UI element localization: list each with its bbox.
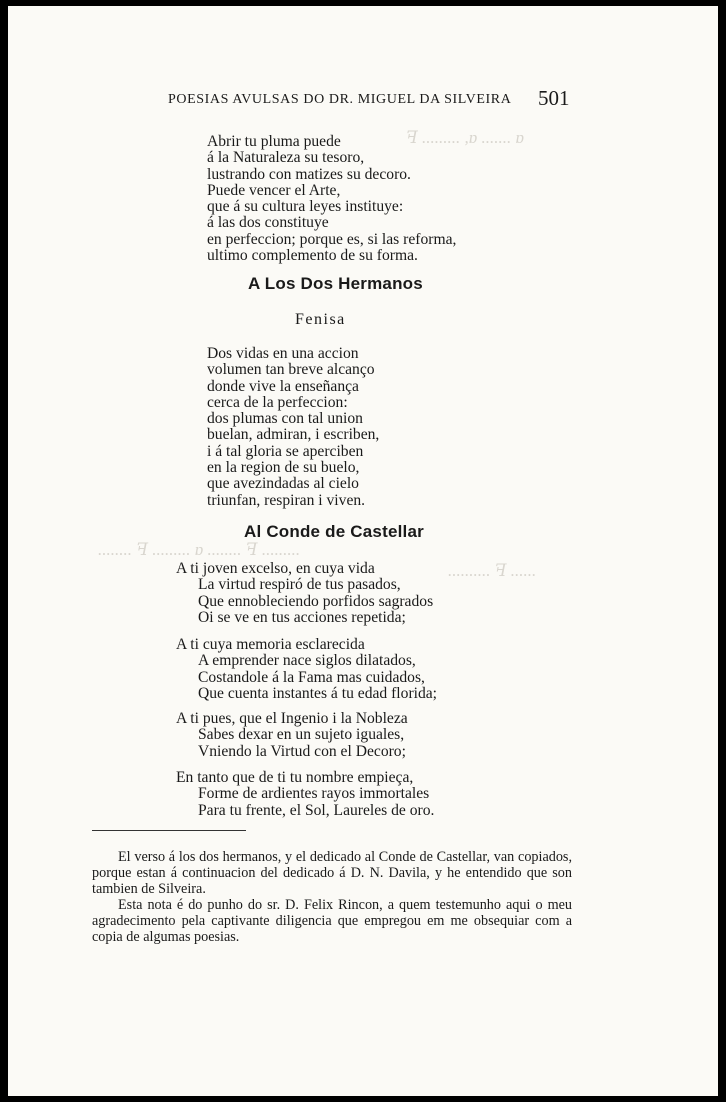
verse-line: dos plumas con tal union — [207, 410, 363, 428]
verse-line: Vniendo la Virtud con el Decoro; — [198, 742, 406, 760]
verse-line: que á su cultura leyes instituye: — [207, 198, 404, 216]
verse-line: Costandole á la Fama mas cuidados, — [198, 668, 425, 686]
verse-line: Sabes dexar en un sujeto iguales, — [198, 726, 405, 744]
verse-line: triunfan, respiran i viven. — [207, 491, 366, 509]
verse-line: Dos vidas en una accion — [207, 345, 359, 362]
sonnet-stanza — [176, 770, 434, 819]
poem-body — [207, 346, 379, 509]
verse-line: A ti joven excelso, en cuya vida — [176, 560, 375, 577]
verse-line: Forme de ardientes rayos immortales — [198, 785, 430, 803]
sonnet-stanza — [176, 637, 437, 702]
verse-line: En tanto que de ti tu nombre empieça, — [176, 769, 414, 786]
verse-line: Que ennobleciendo porfidos sagrados — [198, 592, 434, 610]
verse-line: Puede vencer el Arte, — [207, 181, 341, 199]
verse-line: á las dos constituye — [207, 214, 329, 232]
bleed-through-smudge: ꟻ ......... ,ɒ ....... ɒ — [406, 128, 525, 147]
verse-line: en la region de su buelo, — [207, 459, 360, 477]
verse-line: donde vive la enseñança — [207, 377, 359, 395]
verse-line: á la Naturaleza su tesoro, — [207, 149, 365, 167]
verse-line: que avezindadas al cielo — [207, 475, 359, 493]
verse-line: Que cuenta instantes á tu edad florida; — [198, 684, 438, 702]
verse-line: i á tal gloria se aperciben — [207, 442, 364, 460]
verse-line: A ti pues, que el Ingenio i la Nobleza — [176, 710, 408, 727]
verse-line: Oi se ve en tus acciones repetida; — [198, 608, 406, 626]
poem-subtitle: Fenisa — [295, 311, 346, 328]
book-page — [8, 6, 718, 1096]
verse-line: Abrir tu pluma puede — [207, 133, 341, 150]
page-number: 501 — [538, 86, 570, 110]
footnote-rule — [92, 830, 246, 831]
verse-line: en perfeccion; porque es, si las reforma, — [207, 230, 457, 248]
verse-line: A emprender nace siglos dilatados, — [198, 652, 416, 670]
verse-line: volumen tan breve alcanço — [207, 361, 375, 379]
footnote-paragraph: El verso á los dos hermanos, y el dedicado al Conde de Castellar, van copiados, porque estan á continuacion del dedicado á D. N. Davila, y he entendido que son tambien de Silveira. — [92, 849, 572, 897]
verse-line: A ti cuya memoria esclarecida — [176, 636, 365, 653]
sonnet-stanza — [176, 711, 408, 760]
verse-line: cerca de la perfeccion: — [207, 393, 348, 411]
poem-title: A Los Dos Hermanos — [248, 274, 423, 293]
verse-line: Para tu frente, el Sol, Laureles de oro. — [198, 801, 435, 819]
running-header: POESIAS AVULSAS DO DR. MIGUEL DA SILVEIRA — [168, 92, 512, 107]
bleed-through-smudge: ........ ꟻ ......... ɒ ........ ꟻ ......... — [98, 540, 301, 559]
footnote-paragraph: Esta nota é do punho do sr. D. Felix Rincon, a quem testemunho aqui o meu agradecimento pela captivante diligencia que empregou em me obsequiar com a copia de algumas poesias. — [92, 897, 572, 945]
verse-line: ultimo complemento de su forma. — [207, 247, 418, 265]
footnote — [92, 849, 572, 945]
bleed-through-smudge: .......... ꟻ ...... — [448, 561, 537, 580]
verse-line: La virtud respiró de tus pasados, — [198, 576, 401, 594]
opening-stanza — [207, 134, 456, 264]
sonnet-stanza — [176, 561, 433, 626]
verse-line: buelan, admiran, i escriben, — [207, 426, 380, 444]
verse-line: lustrando con matizes su decoro. — [207, 165, 411, 183]
poem-title: Al Conde de Castellar — [244, 522, 424, 541]
